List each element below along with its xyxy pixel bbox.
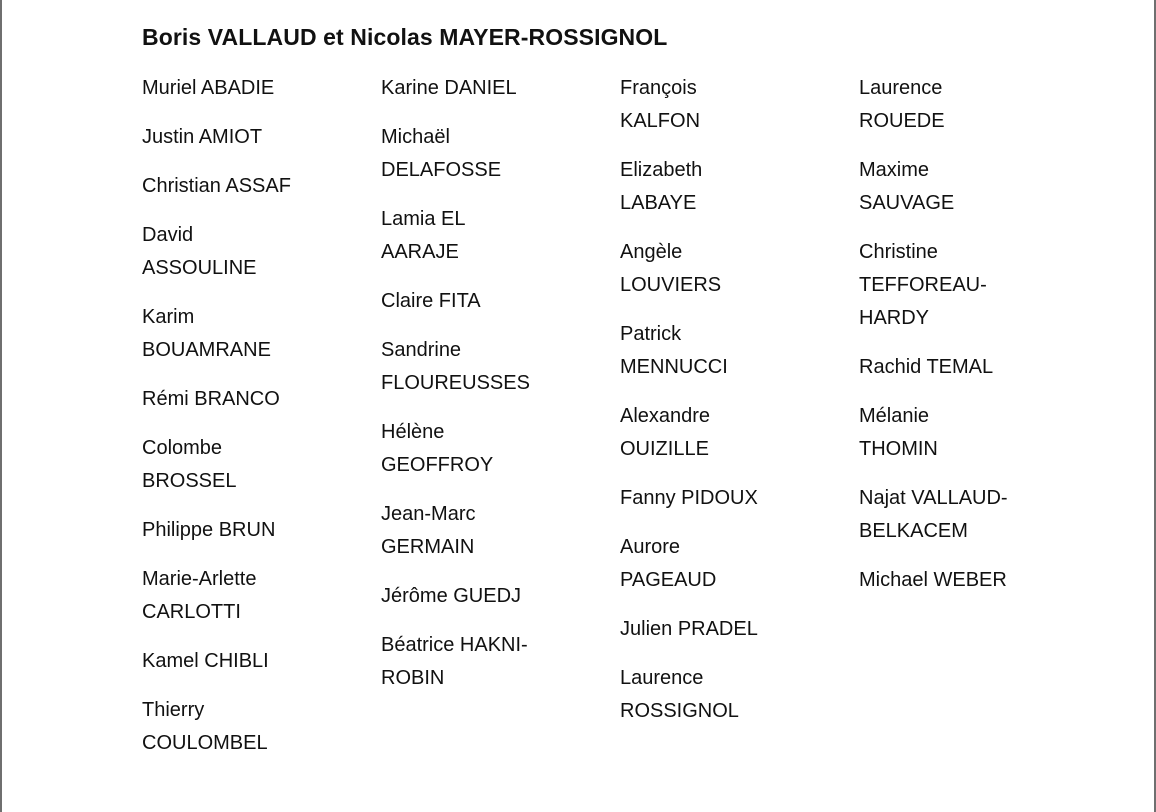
list-item: Claire FITA (381, 290, 481, 312)
names-column-2 (381, 72, 556, 711)
names-column-4 (859, 72, 1029, 613)
list-item: Justin AMIOT (142, 126, 263, 148)
list-item: Aurore PAGEAUD (620, 536, 717, 591)
list-item: Mélanie THOMIN (859, 405, 938, 460)
list-item: David ASSOULINE (142, 224, 257, 279)
page-title: Boris VALLAUD et Nicolas MAYER-ROSSIGNOL (142, 24, 668, 50)
list-item: François KALFON (620, 77, 701, 132)
list-item: Muriel ABADIE (142, 77, 275, 99)
list-item: Philippe BRUN (142, 519, 276, 541)
list-item: Hélène GEOFFROY (381, 421, 494, 476)
list-item: Béatrice HAKNI- ROBIN (381, 634, 528, 689)
list-item: Alexandre OUIZILLE (620, 405, 711, 460)
names-column-1 (142, 72, 312, 776)
list-item: Colombe BROSSEL (142, 437, 237, 492)
list-item: Patrick MENNUCCI (620, 323, 728, 378)
list-item: Jérôme GUEDJ (381, 585, 522, 607)
list-item: Thierry COULOMBEL (142, 699, 268, 754)
list-item: Karine DANIEL (381, 77, 517, 99)
list-item: Christian ASSAF (142, 175, 291, 197)
list-item: Christine TEFFOREAU- HARDY (859, 241, 987, 329)
list-item: Najat VALLAUD- BELKACEM (859, 487, 1008, 542)
list-item: Elizabeth LABAYE (620, 159, 703, 214)
list-item: Sandrine FLOUREUSSES (381, 339, 530, 394)
list-item: Julien PRADEL (620, 618, 758, 640)
list-item: Rémi BRANCO (142, 388, 280, 410)
list-item: Laurence ROSSIGNOL (620, 667, 739, 722)
list-item: Marie-Arlette CARLOTTI (142, 568, 257, 623)
list-item: Michaël DELAFOSSE (381, 126, 502, 181)
list-item: Lamia EL AARAJE (381, 208, 466, 263)
list-item: Karim BOUAMRANE (142, 306, 271, 361)
list-item: Angèle LOUVIERS (620, 241, 722, 296)
list-item: Kamel CHIBLI (142, 650, 269, 672)
list-item: Laurence ROUEDE (859, 77, 945, 132)
list-item: Rachid TEMAL (859, 356, 994, 378)
list-item: Michael WEBER (859, 569, 1007, 591)
list-item: Maxime SAUVAGE (859, 159, 955, 214)
list-item: Jean-Marc GERMAIN (381, 503, 476, 558)
names-column-3 (620, 72, 780, 744)
list-item: Fanny PIDOUX (620, 487, 758, 509)
